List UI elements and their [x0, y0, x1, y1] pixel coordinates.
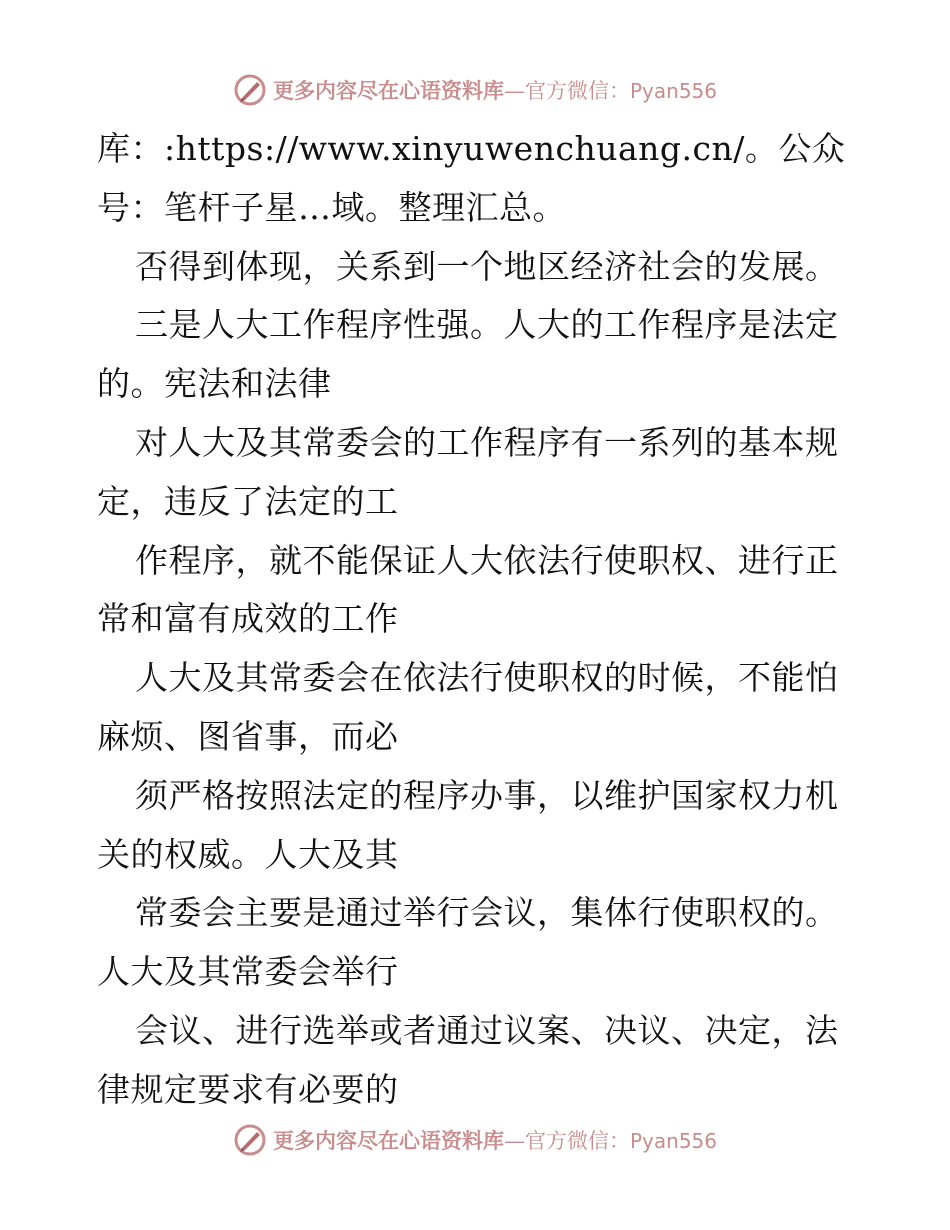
quill-pen-icon	[233, 73, 267, 107]
body-line: 人大及其常委会在依法行使职权的时候，不能怕	[135, 658, 839, 698]
body-line: 常和富有成效的工作	[97, 599, 399, 639]
header-label: 官方微信：	[524, 79, 630, 103]
body-line: 否得到体现，关系到一个地区经济社会的发展。	[135, 246, 839, 286]
body-line: 人大及其常委会举行	[97, 952, 399, 992]
body-line: 对人大及其常委会的工作程序有一系列的基本规	[135, 422, 839, 462]
body-line: 作程序，就不能保证人大依法行使职权、进行正	[135, 540, 839, 580]
quill-pen-icon	[233, 1123, 267, 1157]
body-line: 须严格按照法定的程序办事，以维护国家权力机	[135, 775, 839, 815]
body-line: 会议、进行选举或者通过议案、决议、决定，法	[135, 1010, 839, 1050]
header-main-text: 更多内容尽在心语资料库	[272, 78, 504, 103]
body-line: 定，违反了法定的工	[97, 481, 399, 521]
footer-main-text: 更多内容尽在心语资料库	[272, 1128, 504, 1153]
body-line: 律规定要求有必要的	[97, 1069, 399, 1109]
footer-watermark	[0, 1118, 950, 1162]
footer-label: 官方微信：	[524, 1129, 630, 1153]
footer-account: Pyan556	[629, 1129, 717, 1153]
header-text	[273, 75, 717, 105]
header-account: Pyan556	[629, 79, 717, 103]
body-line: 三是人大工作程序性强。人大的工作程序是法定	[135, 305, 839, 345]
body-line: 库：:https://www.xinyuwenchuang.cn/。公众	[97, 129, 846, 168]
footer-text	[273, 1125, 717, 1155]
header-watermark	[0, 68, 950, 112]
document-body	[97, 120, 857, 1120]
footer-dash: —	[503, 1129, 525, 1153]
body-line: 麻烦、图省事，而必	[97, 716, 399, 756]
body-line: 关的权威。人大及其	[97, 834, 399, 874]
body-line: 常委会主要是通过举行会议，集体行使职权的。	[135, 893, 839, 933]
body-line: 号：笔杆子星…域。整理汇总。	[97, 187, 566, 227]
body-line: 的。宪法和法律	[97, 364, 332, 404]
header-dash: —	[503, 79, 525, 103]
